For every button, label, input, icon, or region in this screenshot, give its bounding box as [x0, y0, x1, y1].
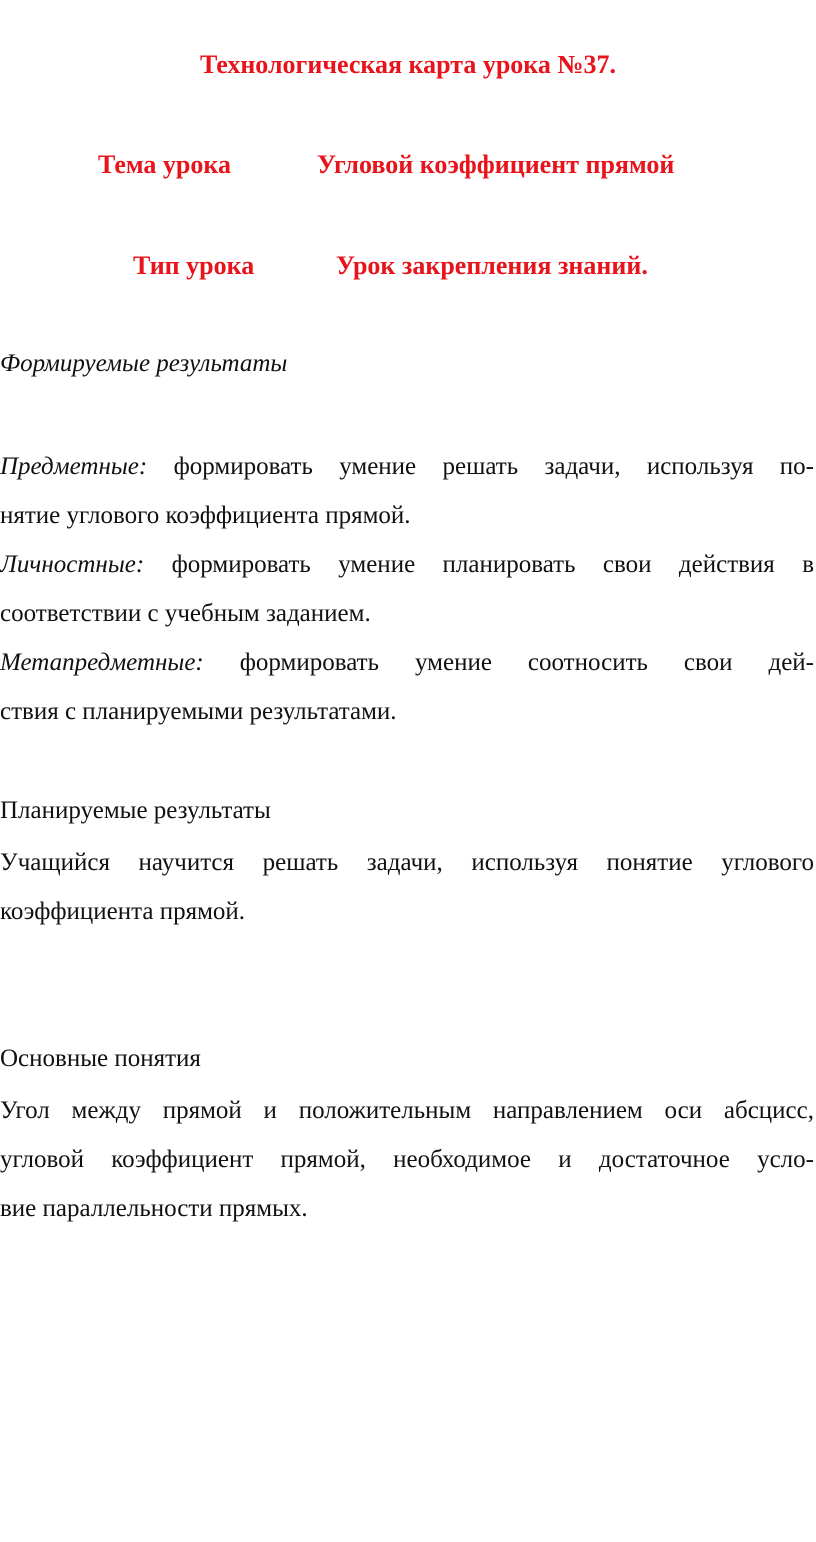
- subject-results: [0, 442, 814, 736]
- meta-results-label: Метапредметные:: [0, 649, 204, 676]
- lesson-type-label: Тип урока: [133, 251, 255, 280]
- page-title: Технологическая карта урока №37.: [199, 50, 617, 79]
- subject-results-line-1: Предметные: формировать умение решать задачи, используя по-: [0, 453, 815, 480]
- meta-results-line-2: ствия с планируемыми результатами.: [0, 698, 397, 725]
- basic-concepts-line-2: угловой коэффициент прямой, необходимое и достаточное усло-: [0, 1146, 814, 1173]
- subject-results-label: Предметные:: [0, 453, 148, 480]
- subject-results-line-2: нятие углового коэффициента прямой.: [0, 502, 411, 529]
- topic-label: Тема урока: [98, 150, 231, 179]
- personal-results-line-2: соответствии с учебным заданием.: [0, 600, 371, 627]
- planned-results-line-2: коэффициента прямой.: [0, 898, 246, 925]
- basic-concepts-text: [0, 1086, 814, 1233]
- lesson-type-value: Урок закрепления знаний.: [336, 251, 648, 280]
- planned-results-line-1: Учащийся научится решать задачи, используя понятие углового: [0, 849, 814, 876]
- personal-results-label: Личностные:: [0, 551, 145, 578]
- basic-concepts-line-3: вие параллельности прямых.: [0, 1195, 308, 1222]
- basic-concepts-heading: Основные понятия: [0, 1045, 201, 1072]
- meta-results-line-1: Метапредметные: формировать умение соотносить свои дей-: [0, 649, 814, 676]
- topic-value: Угловой коэффициент прямой: [317, 150, 675, 179]
- planned-results-text: [0, 838, 814, 936]
- planned-results-heading: Планируемые результаты: [0, 797, 271, 824]
- formed-results-heading: Формируемые результаты: [0, 350, 288, 377]
- personal-results-line-1: Личностные: формировать умение планировать свои действия в: [0, 551, 814, 578]
- basic-concepts-line-1: Угол между прямой и положительным направлением оси абсцисс,: [0, 1097, 814, 1124]
